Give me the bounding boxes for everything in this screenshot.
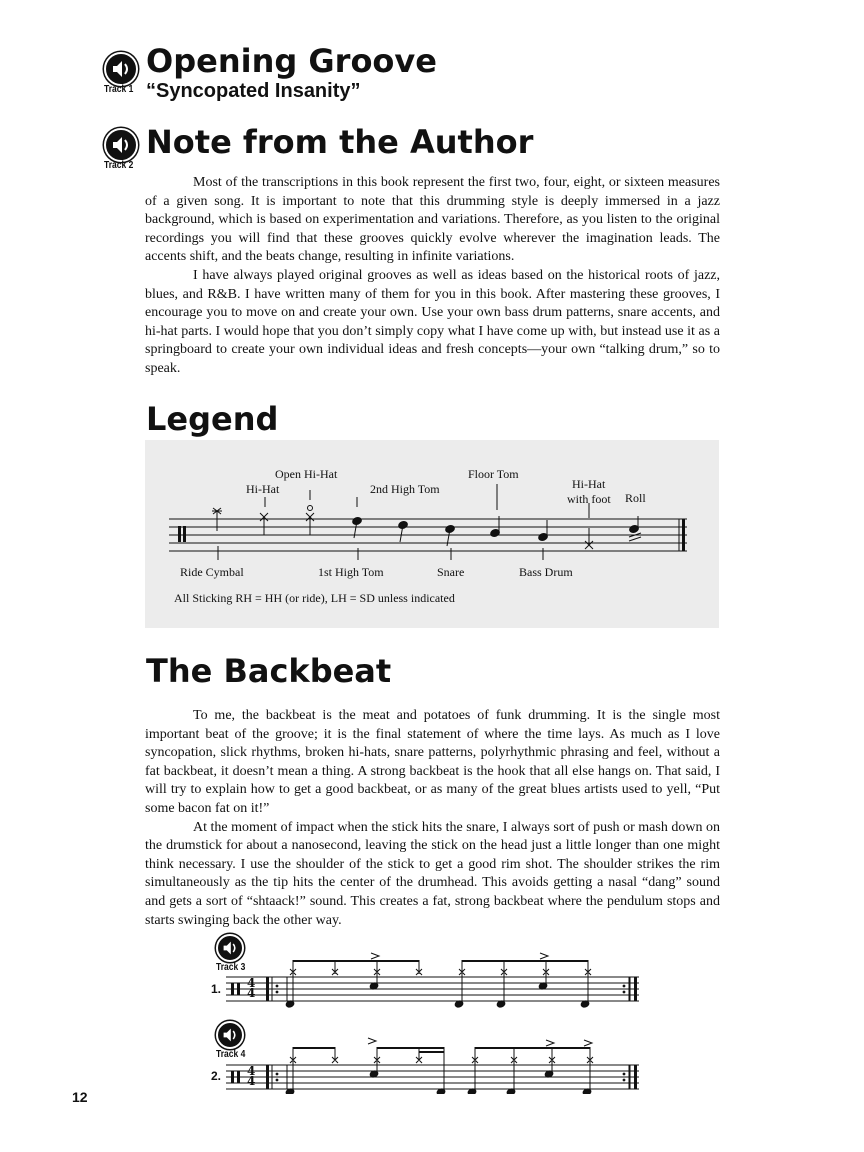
page-number: 12	[72, 1089, 88, 1105]
example-2-staff	[226, 1032, 646, 1094]
track-label: Track 4	[216, 1049, 246, 1060]
legend-label-bass: Bass Drum	[519, 565, 573, 579]
track-label: Track 1	[104, 84, 134, 95]
track-label: Track 2	[104, 160, 134, 171]
section-title-note: Note from the Author	[146, 123, 534, 161]
section-title-opening: Opening Groove	[146, 42, 437, 80]
example-number: 2.	[211, 1069, 222, 1083]
section-title-legend: Legend	[146, 400, 279, 438]
section-title-backbeat: The Backbeat	[146, 652, 392, 690]
legend-label-1st-high-tom: 1st High Tom	[318, 565, 384, 579]
legend-label-with-foot: with foot	[567, 492, 611, 506]
time-signature: 4 4	[247, 976, 256, 1000]
backbeat-body	[145, 707, 720, 930]
legend-label-2nd-high-tom: 2nd High Tom	[370, 482, 440, 496]
paragraph: I have always played original grooves as well as ideas based on the historical roots of jazz, blues, and R&B. I have written many of them for you in this book. After mastering these grooves, I encourage you to move on and create your own. Use your own bass drum patterns, snare accents, and hi-hat parts. I would hope that you don’t simply copy what I have come up with, but instead use it as a springboard to create your own individual ideas and fresh concepts—your own “talking drum,” so to speak.	[145, 267, 720, 376]
legend-label-open-hihat: Open Hi-Hat	[275, 467, 338, 481]
legend-label-snare: Snare	[437, 565, 465, 579]
subtitle: “Syncopated Insanity”	[146, 80, 361, 102]
example-1-staff	[226, 948, 646, 1008]
legend-label-hihat: Hi-Hat	[246, 482, 280, 496]
legend-box	[145, 440, 719, 628]
sticking-note: All Sticking RH = HH (or ride), LH = SD unless indicated	[174, 591, 455, 605]
paragraph: Most of the transcriptions in this book represent the first two, four, eight, or sixteen measures of a given song. It is important to note that this drumming style is deeply immersed in a jazz background, which is based on experimentation and variations. Therefore, as you listen to the original recordings you will find that these grooves quickly evolve wherever the imagination leads. The accents shift, and the beats change, resulting in infinite variations.	[145, 175, 720, 265]
track-label: Track 3	[216, 962, 246, 973]
legend-label-hihat-foot: Hi-Hat	[572, 477, 606, 491]
paragraph: To me, the backbeat is the meat and potatoes of funk drumming. It is the single most important beat of the groove; it is the final statement of where the time lays. As much as I love syncopation, slick rhythms, broken hi-hats, snare patterns, polyrhythmic phrasing and feel, without a fat backbeat, it doesn’t mean a thing. A strong backbeat is the hook that all else hangs on. That said, I will try to explain how to get a good backbeat, or as many of the great blues artists used to yell, “Put some bacon fat on it!”	[145, 708, 720, 816]
legend-label-ride: Ride Cymbal	[180, 565, 244, 579]
paragraph: At the moment of impact when the stick hits the snare, I always sort of push or mash down on the drumstick for about a nanosecond, leaving the stick on the head just a little longer than one might think necessary. I use the shoulder of the stick to get a good rim shot. The shoulder strikes the rim simultaneously as the tip hits the center of the drumhead. This avoids getting a nasal “dang” sound and gets a sort of “shtaack!” sound. This creates a fat, strong backbeat where the pendulum stops and starts swinging back the other way.	[145, 819, 720, 928]
speaker-icon[interactable]	[104, 52, 138, 86]
legend-label-roll: Roll	[625, 491, 646, 505]
speaker-icon[interactable]	[104, 128, 138, 162]
time-signature: 4 4	[247, 1064, 256, 1088]
legend-label-floor-tom: Floor Tom	[468, 467, 519, 481]
example-number: 1.	[211, 982, 222, 996]
note-body	[145, 174, 720, 379]
